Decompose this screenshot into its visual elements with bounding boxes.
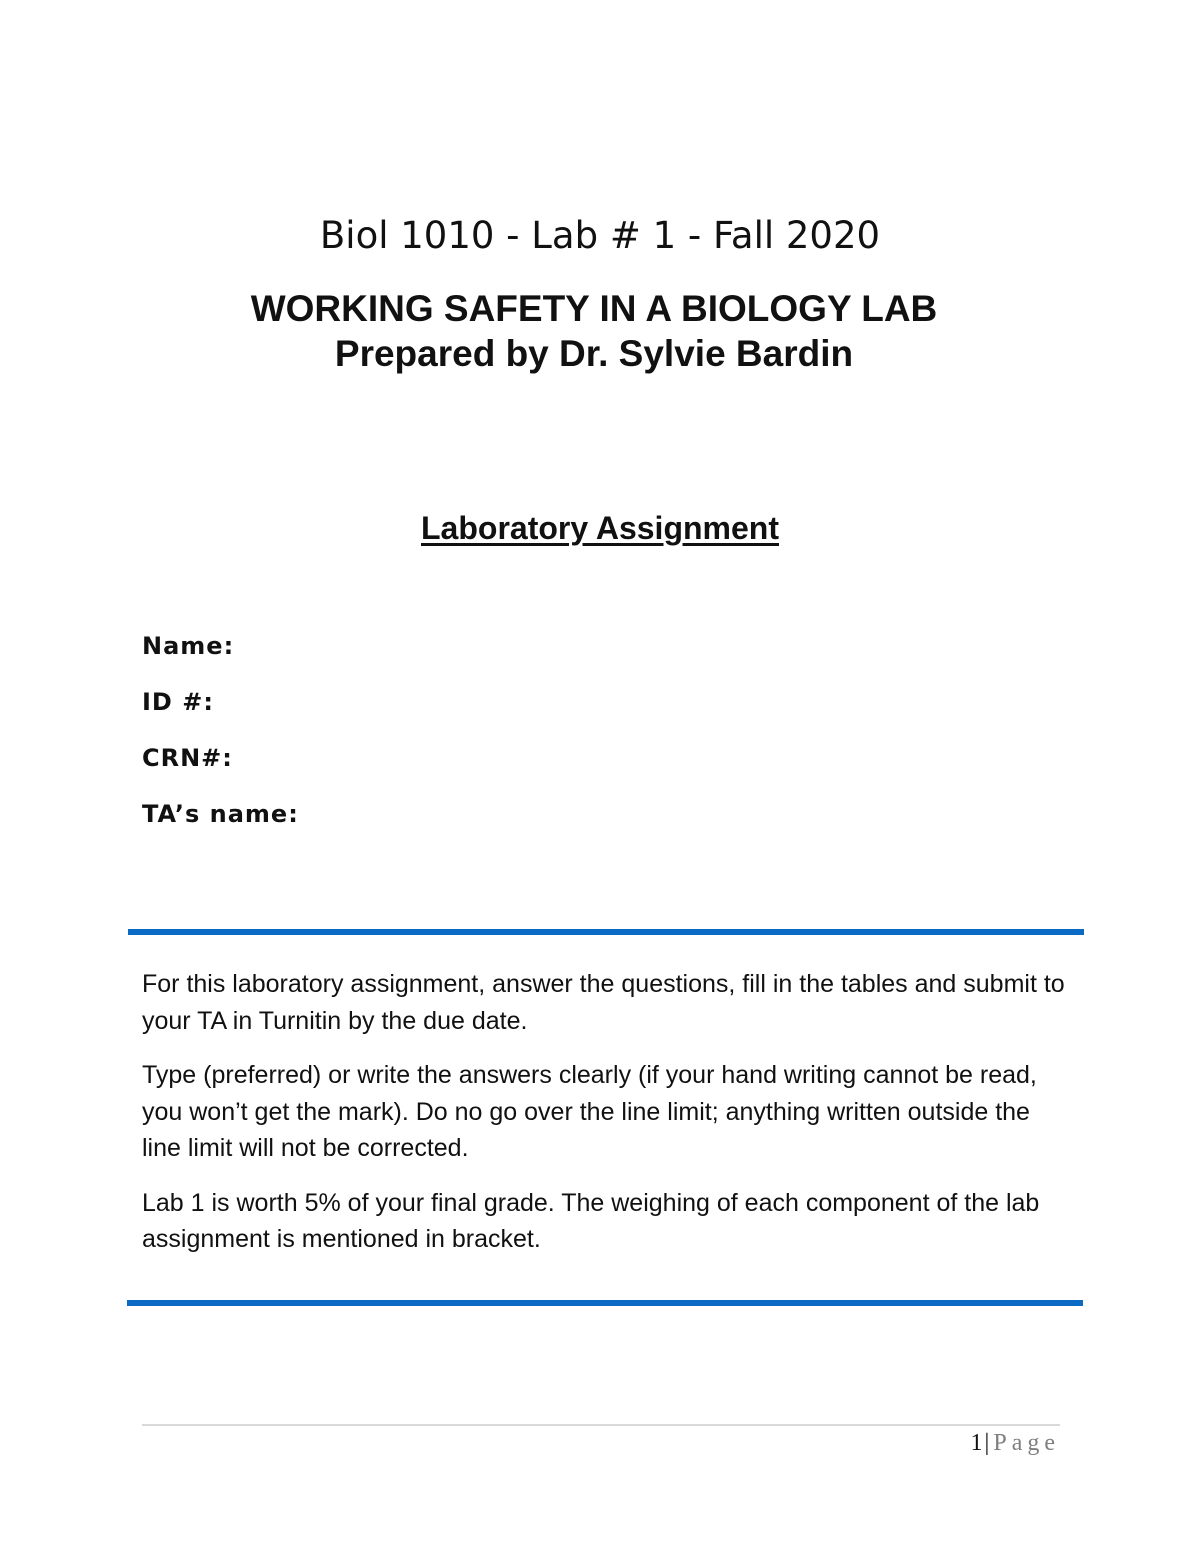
crn-field-label: CRN#: xyxy=(142,744,233,772)
instructions-paragraph-3: Lab 1 is worth 5% of your final grade. The weighing of each component of the lab assignment is mentioned in bracket. xyxy=(142,1188,1040,1253)
top-blue-rule xyxy=(128,929,1084,935)
footer-rule xyxy=(142,1424,1060,1426)
instructions-paragraph-1: For this laboratory assignment, answer the questions, fill in the tables and submit to your TA in Turnitin by the due date. xyxy=(142,970,1065,1035)
student-info-fields xyxy=(142,628,299,852)
page-number-value: 1 xyxy=(970,1430,983,1456)
ta-name-field-label: TA’s name: xyxy=(142,800,299,828)
id-field-label: ID #: xyxy=(142,688,214,716)
page-number xyxy=(971,1428,1060,1458)
name-field-label: Name: xyxy=(142,632,235,660)
assignment-heading: Laboratory Assignment xyxy=(421,510,779,546)
page-number-separator: | xyxy=(984,1430,990,1456)
page-word: Page xyxy=(993,1430,1060,1456)
instructions-box xyxy=(142,966,1072,1276)
course-line: Biol 1010 - Lab # 1 - Fall 2020 xyxy=(319,214,881,257)
bottom-blue-rule xyxy=(127,1300,1083,1306)
document-title-block xyxy=(0,286,1188,376)
instructions-paragraph-2: Type (preferred) or write the answers clearly (if your hand writing cannot be read, you won’t get the mark). Do no go over the line limit; anything written outside the line limit will not be corrected. xyxy=(142,1061,1037,1162)
document-title: WORKING SAFETY IN A BIOLOGY LAB xyxy=(250,288,938,329)
author-line: Prepared by Dr. Sylvie Bardin xyxy=(334,333,854,374)
